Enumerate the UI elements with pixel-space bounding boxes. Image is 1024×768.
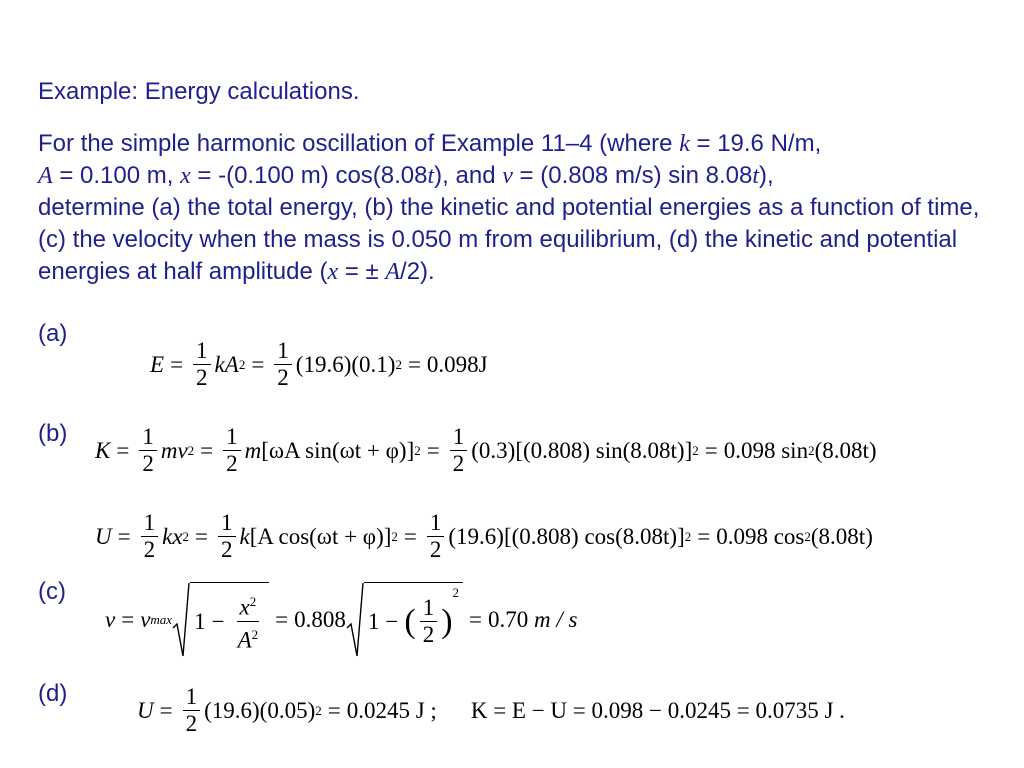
equation-b-potential: U = $\frac{1}{2}$ kx 2 = $\frac{1}{2}$ k [A cos(ωt + φ)] 2 = $\frac{1}{2}$ (19.6) [(0.808) cos(8.08t)] 2 = 0.098 cos 2 (8.08t) xyxy=(95,510,873,562)
equation-d: U = $\frac{1}{2}$ (19.6)(0.05) 2 = 0.0245 J ; K = E − U = 0.098 − 0.0245 = 0.0735 J . xyxy=(137,684,845,736)
slide-title: Example: Energy calculations. xyxy=(38,78,360,105)
equation-c: v = v max 1 − $\frac{x^2}{A^2}$ = 0.808 1 − ( $\frac{1}{2}$ ) 2 = 0.70 m / s xyxy=(105,582,577,658)
sqrt-1: 1 − $\frac{x^2}{A^2}$ xyxy=(172,582,269,658)
problem-statement: For the simple harmonic oscillation of Example 11–4 (where k = 19.6 N/m, A = 0.100 m, x = -(0.100 m) cos(8.08t), and v = (0.808 m/s) sin 8.08t), determine (a) the total energy, (b) the kinetic and potential energies as a function of time, (c) the velocity when the mass is 0.050 m from equilibrium, (d) the kinetic and potential energies at half amplitude (x = ± A/2). xyxy=(38,130,980,285)
part-b-label: (b) xyxy=(38,420,68,447)
part-c-label: (c) xyxy=(38,578,66,605)
equation-b-kinetic: K = $\frac{1}{2}$ mv 2 = $\frac{1}{2}$ m [ωA sin(ωt + φ)] 2 = $\frac{1}{2}$ (0.3) [(0.808) sin(8.08t)] 2 = 0.098 sin 2 (8.08t) xyxy=(95,424,877,476)
part-d-label: (d) xyxy=(38,680,68,707)
sqrt-2: 1 − ( $\frac{1}{2}$ ) 2 xyxy=(346,582,463,658)
equation-a: E = $\frac{1}{2}$ kA 2 = $\frac{1}{2}$ (19.6)(0.1) 2 = 0.098J xyxy=(150,338,488,390)
equation-d-kinetic: K = E − U = 0.098 − 0.0245 = 0.0735 J . xyxy=(470,697,845,723)
part-a-label: (a) xyxy=(38,320,68,347)
